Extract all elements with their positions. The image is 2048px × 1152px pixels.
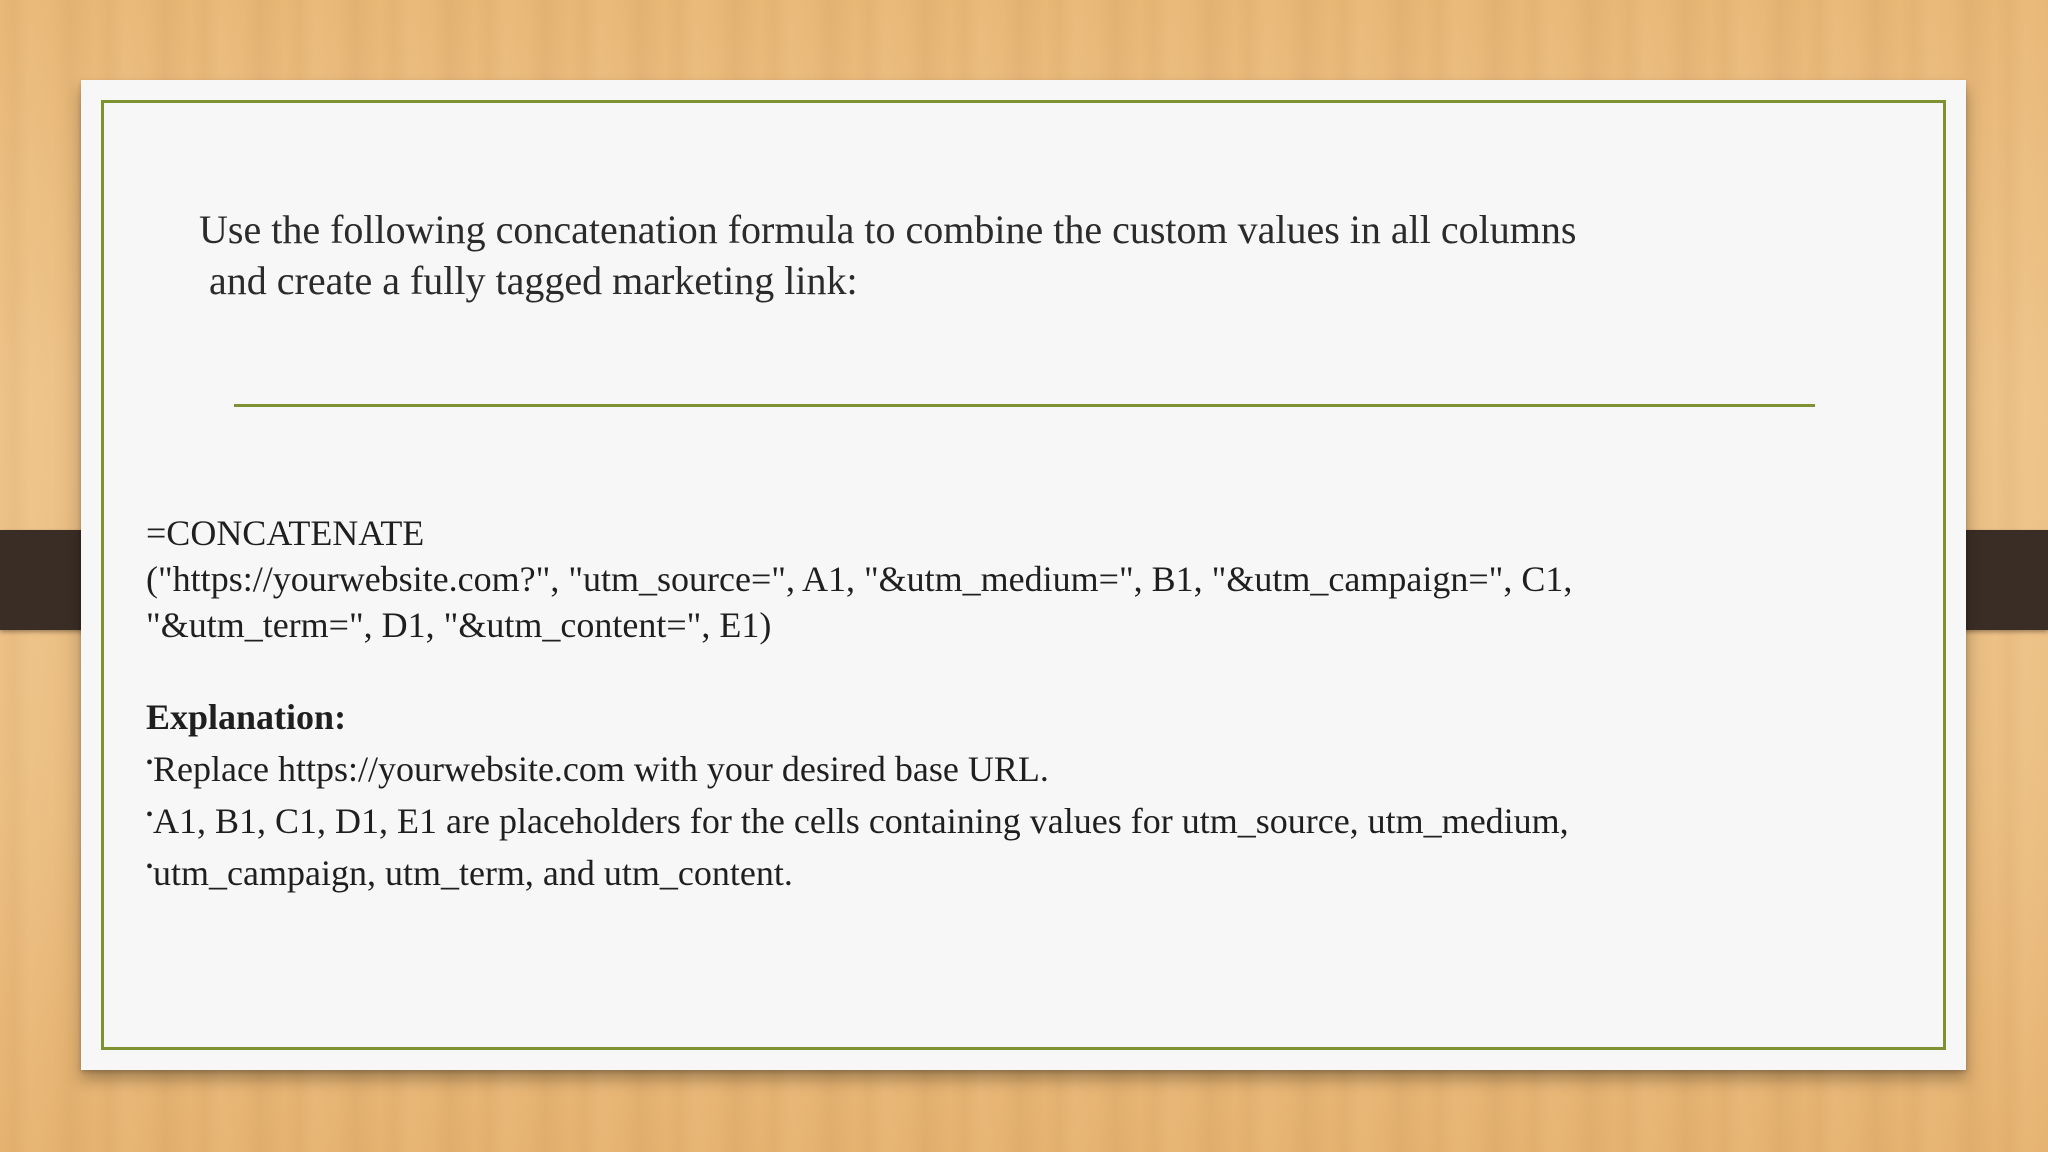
spacer <box>146 648 1866 694</box>
bullet-item <box>146 792 1866 844</box>
bullet-text: Replace https://yourwebsite.com with your desired base URL. <box>153 749 1049 789</box>
slide-title <box>199 204 1699 306</box>
bullet-text: A1, B1, C1, D1, E1 are placeholders for the cells containing values for utm_source, utm_medium, <box>153 801 1569 841</box>
explanation-heading: Explanation: <box>146 697 347 737</box>
bullet-text: utm_campaign, utm_term, and utm_content. <box>153 853 793 893</box>
bullet-icon: • <box>146 752 154 774</box>
formula-line-2: ("https://yourwebsite.com?", "utm_source=", A1, "&utm_medium=", B1, "&utm_campaign=", C1, <box>146 559 1573 599</box>
slide-card <box>81 80 1966 1070</box>
formula-line-1: =CONCATENATE <box>146 513 425 553</box>
bullet-item <box>146 844 1866 896</box>
formula-line-3: "&utm_term=", D1, "&utm_content=", E1) <box>146 605 772 645</box>
title-line-2: and create a fully tagged marketing link: <box>209 258 858 303</box>
bullet-item <box>146 740 1866 792</box>
bullet-icon: • <box>146 856 154 878</box>
title-line-1: Use the following concatenation formula to combine the custom values in all columns <box>199 207 1577 252</box>
bullet-icon: • <box>146 804 154 826</box>
title-divider <box>234 404 1815 407</box>
slide-body <box>146 510 1866 896</box>
